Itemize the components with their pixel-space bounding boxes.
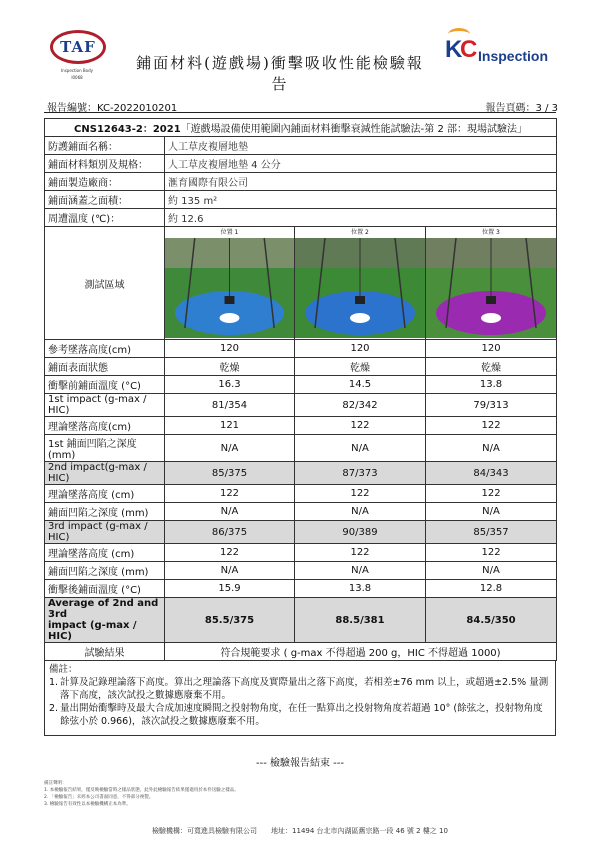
measurement-label: 3rd impact (g-max / HIC) <box>45 521 165 544</box>
measurement-label: 鋪面凹陷之深度 (mm) <box>45 562 165 580</box>
info-label: 鋪面製造廠商： <box>45 173 165 191</box>
measurement-value: 14.5 <box>295 376 426 394</box>
measurement-label: 理論墜落高度 (cm) <box>45 485 165 503</box>
end-of-report: --- 檢驗報告結束 --- <box>255 758 344 769</box>
info-value: 約 135 m² <box>165 191 557 209</box>
measurement-value: 16.3 <box>165 376 295 394</box>
measurement-row <box>45 562 557 580</box>
test-position-cell <box>426 227 557 340</box>
position-label: 位置 1 <box>165 228 294 238</box>
position-label: 位置 2 <box>295 228 425 238</box>
measurement-row <box>45 376 557 394</box>
footnote-line: 3. 檢驗報告有效性以本檢驗機構正本為準。 <box>44 802 131 807</box>
average-label-line1: Average of 2nd and 3rd <box>48 598 159 620</box>
info-value: 人工草皮複層地墊 <box>165 137 557 155</box>
report-number: 報告編號：KC-2022010201 <box>47 103 178 114</box>
measurement-value: 120 <box>426 340 557 358</box>
measurement-label: 理論墜落高度(cm) <box>45 417 165 435</box>
measurement-value: 122 <box>426 485 557 503</box>
measurement-value: 12.8 <box>426 580 557 598</box>
kc-logo-c: C <box>460 36 478 63</box>
measurement-value: N/A <box>165 562 295 580</box>
measurement-row <box>45 580 557 598</box>
info-value: 人工草皮複層地墊 4 公分 <box>165 155 557 173</box>
measurement-value: 85/375 <box>165 462 295 485</box>
measurement-value: 85/357 <box>426 521 557 544</box>
average-row <box>45 598 557 643</box>
info-value: 滙育國際有限公司 <box>165 173 557 191</box>
test-area-row <box>45 227 557 340</box>
result-row <box>45 643 557 661</box>
playground-photo-illustration <box>426 238 556 338</box>
measurement-row <box>45 358 557 376</box>
measurement-value: N/A <box>426 562 557 580</box>
measurement-row <box>45 521 557 544</box>
measurement-value: 84/343 <box>426 462 557 485</box>
test-site-photo <box>295 238 425 338</box>
measurement-row <box>45 544 557 562</box>
measurement-value: 乾燥 <box>295 358 426 376</box>
result-value: 符合規範要求 ( g-max 不得超過 200 g，HIC 不得超過 1000) <box>165 643 557 661</box>
measurement-value: N/A <box>426 503 557 521</box>
note-number: 1. <box>49 677 59 688</box>
measurement-label: 理論墜落高度 (cm) <box>45 544 165 562</box>
taf-sub-id: I0068 <box>71 75 83 80</box>
test-position-cell <box>165 227 295 340</box>
measurement-value: 121 <box>165 417 295 435</box>
measurement-row <box>45 435 557 462</box>
measurement-value: 120 <box>165 340 295 358</box>
info-label: 鋪面涵蓋之面積： <box>45 191 165 209</box>
info-row <box>45 191 557 209</box>
measurement-value: 122 <box>426 417 557 435</box>
header-divider <box>44 112 556 113</box>
measurement-value: N/A <box>165 435 295 462</box>
measurement-value: 122 <box>426 544 557 562</box>
average-label-line2: impact (g-max / HIC) <box>48 620 137 642</box>
measurement-label: 參考墜落高度(cm) <box>45 340 165 358</box>
measurement-value: 122 <box>295 417 426 435</box>
test-position-cell <box>295 227 426 340</box>
measurement-label: 2nd impact(g-max / HIC) <box>45 462 165 485</box>
info-label: 鋪面材料類別及規格： <box>45 155 165 173</box>
measurement-label: 衝擊後鋪面溫度 (°C) <box>45 580 165 598</box>
taf-mark: TAF <box>50 30 106 64</box>
info-label: 防護鋪面名稱： <box>45 137 165 155</box>
taf-sub-label: Inspection Body <box>60 68 94 73</box>
notes-heading: 備註： <box>49 664 78 675</box>
measurement-value: 120 <box>295 340 426 358</box>
note-item <box>49 702 551 728</box>
standard-code: CNS12643-2：2021 <box>74 124 181 135</box>
playground-photo-illustration <box>165 238 294 338</box>
measurement-value: 81/354 <box>165 394 295 417</box>
note-text: 計算及記錄理論落下高度。算出之理論落下高度及實際量出之落下高度，若相差±76 mm 以上，或超過±2.5% 量測落下高度，該次試投之數據應廢棄不用。 <box>60 677 549 701</box>
measurement-label: 鋪面凹陷之深度 (mm) <box>45 503 165 521</box>
measurement-row <box>45 394 557 417</box>
measurement-label: 鋪面表面狀態 <box>45 358 165 376</box>
standard-name: 「遊戲場設備使用範圍內鋪面材料衝擊衰減性能試驗法-第 2 部：現場試驗法」 <box>180 124 527 135</box>
measurement-value: 87/373 <box>295 462 426 485</box>
measurement-row <box>45 485 557 503</box>
measurement-value: 122 <box>295 544 426 562</box>
info-row <box>45 173 557 191</box>
footnotes <box>44 780 556 808</box>
note-text: 量出開始衝擊時及最大合成加速度瞬間之投射物角度，在任一點算出之投射物角度若超過 10° (餘弦之，投射物角度餘弦小於 0.966)，該次試投之數據應廢棄不用。 <box>60 703 543 727</box>
position-label: 位置 3 <box>426 228 556 238</box>
measurement-value: 79/313 <box>426 394 557 417</box>
taf-logo <box>42 30 112 88</box>
info-label: 周遭溫度 (℃)： <box>45 209 165 227</box>
measurement-value: 122 <box>295 485 426 503</box>
info-row <box>45 137 557 155</box>
result-label: 試驗結果 <box>45 643 165 661</box>
measurement-value: N/A <box>295 503 426 521</box>
report-header <box>0 0 600 93</box>
test-site-photo <box>426 238 556 338</box>
report-title: 鋪面材料(遊戲場)衝擊吸收性能檢驗報告 <box>136 54 424 93</box>
test-area-label: 測試區域 <box>45 227 165 340</box>
measurement-row <box>45 340 557 358</box>
measurement-value: 乾燥 <box>426 358 557 376</box>
note-number: 2. <box>49 703 59 714</box>
page-number: 報告頁碼：3 / 3 <box>485 103 558 114</box>
measurement-value: 86/375 <box>165 521 295 544</box>
average-label <box>45 598 165 643</box>
measurement-value: 122 <box>165 544 295 562</box>
measurement-value: N/A <box>295 435 426 462</box>
info-value: 約 12.6 <box>165 209 557 227</box>
measurement-value: N/A <box>295 562 426 580</box>
kc-logo-text: Inspection <box>478 48 549 64</box>
measurement-row <box>45 462 557 485</box>
kc-logo-k: K <box>445 36 463 63</box>
standard-row <box>45 119 557 137</box>
measurement-value: N/A <box>165 503 295 521</box>
measurement-row <box>45 503 557 521</box>
test-results-table <box>44 118 557 661</box>
average-value: 85.5/375 <box>165 598 295 643</box>
info-row <box>45 209 557 227</box>
kc-inspection-logo <box>445 34 565 74</box>
standard-cell <box>45 119 557 137</box>
measurement-label: 1st impact (g-max / HIC) <box>45 394 165 417</box>
measurement-value: 13.8 <box>426 376 557 394</box>
measurement-value: 13.8 <box>295 580 426 598</box>
measurement-value: 122 <box>165 485 295 503</box>
average-value: 84.5/350 <box>426 598 557 643</box>
info-row <box>45 155 557 173</box>
notes-section <box>44 660 556 736</box>
measurement-value: N/A <box>426 435 557 462</box>
note-item <box>49 676 551 702</box>
measurement-row <box>45 417 557 435</box>
footnote-line: 2. 「檢驗報告」未經本公司書面同意，不得部分複製。 <box>44 795 154 800</box>
measurement-value: 90/389 <box>295 521 426 544</box>
measurement-value: 82/342 <box>295 394 426 417</box>
measurement-label: 1st 鋪面凹陷之深度(mm) <box>45 435 165 462</box>
playground-photo-illustration <box>295 238 425 338</box>
footnote-line: 備註聲明： <box>44 781 67 786</box>
average-value: 88.5/381 <box>295 598 426 643</box>
measurement-value: 15.9 <box>165 580 295 598</box>
measurement-label: 衝擊前鋪面溫度 (°C) <box>45 376 165 394</box>
footnote-line: 1. 本檢驗報告結果，僅反映檢驗當時之樣品狀態，此外此檢驗報告結果僅適用於本件送驗之樣品。 <box>44 788 239 793</box>
footer-address: 檢驗機構：可寬進具檢驗有限公司 地址：11494 台北市內湖區舊宗路一段 46 號 2 樓之 10 <box>152 827 448 835</box>
test-site-photo <box>165 238 294 338</box>
measurement-value: 乾燥 <box>165 358 295 376</box>
